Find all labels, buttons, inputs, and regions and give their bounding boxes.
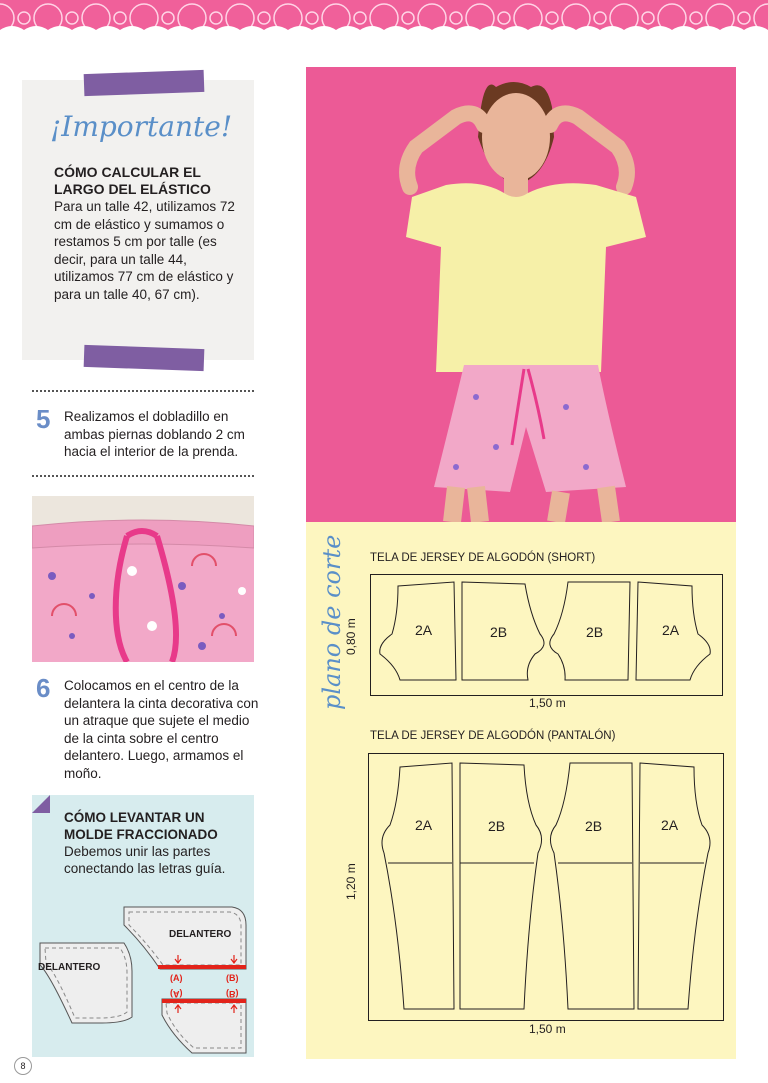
diagram-label: DELANTERO (169, 929, 232, 940)
step-number: 5 (36, 404, 51, 434)
step-text: Colocamos en el centro de la delantera la cinta decorativa con un atraque que sujete el medio de la cinta sobre el centro delantero. Luego, armamos el moño. (64, 678, 259, 781)
pantalon-height-label: 1,20 m (344, 863, 358, 900)
pantalon-cutting-layout (368, 753, 724, 1021)
step-number: 6 (36, 673, 51, 703)
piece-label: 2A (415, 817, 433, 833)
corner-triangle-icon (32, 795, 50, 813)
short-width-label: 1,50 m (529, 696, 566, 710)
tape-top (84, 70, 205, 96)
piece-label: 2B (488, 818, 506, 834)
guide-mark-a-flipped: (A) (170, 989, 183, 999)
tip-heading: CÓMO LEVANTAR UN MOLDE FRACCIONADO (64, 810, 218, 842)
short-fabric-title: TELA DE JERSEY DE ALGODÓN (SHORT) (370, 552, 596, 564)
piece-label: 2B (490, 624, 508, 640)
step-text: Realizamos el dobladillo en ambas piernas doblando 2 cm hacia el interior de la prenda. (64, 409, 245, 459)
piece-label: 2A (662, 622, 680, 638)
pantalon-fabric-title: TELA DE JERSEY DE ALGODÓN (PANTALÓN) (370, 730, 616, 742)
guide-mark-b-flipped: (B) (226, 989, 239, 999)
short-height-label: 0,80 m (344, 618, 358, 655)
tip-body: Debemos unir las partes conectando las letras guía. (64, 844, 226, 876)
piece-label: 2A (415, 622, 433, 638)
importante-body: Para un talle 42, utilizamos 72 cm de elástico y sumamos o restamos 5 cm por talle (es decir, para un talle 44, utilizamos 77 cm de elástico y para un talle 40, 67 cm). (54, 199, 235, 302)
divider (32, 475, 254, 477)
pantalon-width-label: 1,50 m (529, 1022, 566, 1036)
importante-title: ¡Importante! (50, 110, 233, 143)
model-photo (306, 67, 736, 522)
tape-bottom (84, 345, 205, 371)
guide-mark-a: (A) (170, 973, 183, 983)
piece-label: 2B (586, 624, 604, 640)
pattern-diagram (32, 895, 254, 1057)
diagram-label: DELANTERO (38, 962, 101, 973)
importante-heading: CÓMO CALCULAR EL LARGO DEL ELÁSTICO (54, 164, 211, 197)
piece-label: 2A (661, 817, 679, 833)
page-number: 8 (14, 1057, 32, 1075)
flower-pattern (0, 0, 768, 36)
shorts-detail-photo (32, 496, 254, 662)
piece-label: 2B (585, 818, 603, 834)
cutting-plan-title: plano de corte (318, 534, 346, 710)
divider (32, 390, 254, 392)
header-banner (0, 0, 768, 36)
guide-mark-b: (B) (226, 973, 239, 983)
